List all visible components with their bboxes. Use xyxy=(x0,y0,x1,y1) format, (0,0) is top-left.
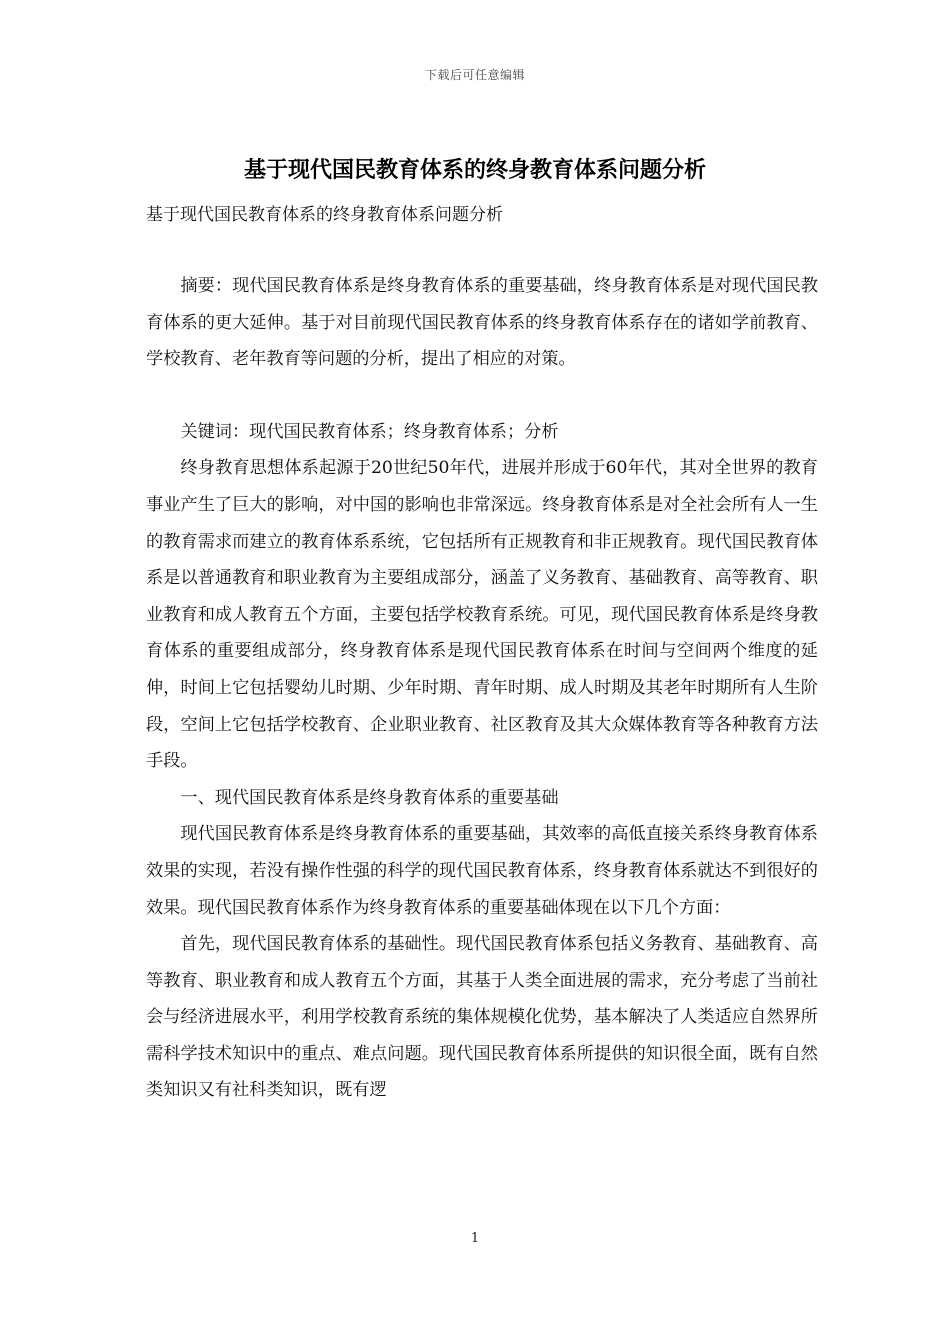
document-subtitle: 基于现代国民教育体系的终身教育体系问题分析 xyxy=(146,205,503,225)
body-paragraph: 首先，现代国民教育体系的基础性。现代国民教育体系包括义务教育、基础教育、高等教育、职业教育和成人教育五个方面，其基于人类全面进展的需求，充分考虑了当前社会与经济进展水平，利用学校教育系统的集体规模化优势，基本解决了人类适应自然界所需科学技术知识中的重点、难点问题。现代国民教育体系所提供的知识很全面，既有自然类知识又有社科类知识，既有逻 xyxy=(146,934,818,1101)
header-note: 下载后可任意编辑 xyxy=(424,68,525,82)
page-number: 1 xyxy=(470,1231,480,1246)
body-paragraph: 现代国民教育体系是终身教育体系的重要基础，其效率的高低直接关系终身教育体系效果的实现，若没有操作性强的科学的现代国民教育体系，终身教育体系就达不到很好的效果。现代国民教育体系作为终身教育体系的重要基础体现在以下几个方面： xyxy=(146,824,818,918)
abstract-paragraph: 摘要：现代国民教育体系是终身教育体系的重要基础，终身教育体系是对现代国民教育体系的更大延伸。基于对目前现代国民教育体系的终身教育体系存在的诸如学前教育、学校教育、老年教育等问题的分析，提出了相应的对策。 xyxy=(146,276,818,370)
keywords-paragraph: 关键词：现代国民教育体系；终身教育体系；分析 xyxy=(180,421,559,442)
section-heading: 一、现代国民教育体系是终身教育体系的重要基础 xyxy=(180,787,559,808)
document-title: 基于现代国民教育体系的终身教育体系问题分析 xyxy=(243,158,706,183)
body-paragraph: 终身教育思想体系起源于20世纪50年代，进展并形成于60年代，其对全世界的教育事业产生了巨大的影响，对中国的影响也非常深远。终身教育体系是对全社会所有人一生的教育需求而建立的教育体系系统，它包括所有正规教育和非正规教育。现代国民教育体系是以普通教育和职业教育为主要组成部分，涵盖了义务教育、基础教育、高等教育、职业教育和成人教育五个方面，主要包括学校教育系统。可见，现代国民教育体系是终身教育体系的重要组成部分，终身教育体系是现代国民教育体系在时间与空间两个维度的延伸，时间上它包括婴幼儿时期、少年时期、青年时期、成人时期及其老年时期所有人生阶段，空间上它包括学校教育、企业职业教育、社区教育及其大众媒体教育等各种教育方法手段。 xyxy=(146,458,818,772)
document-body xyxy=(146,268,818,1109)
